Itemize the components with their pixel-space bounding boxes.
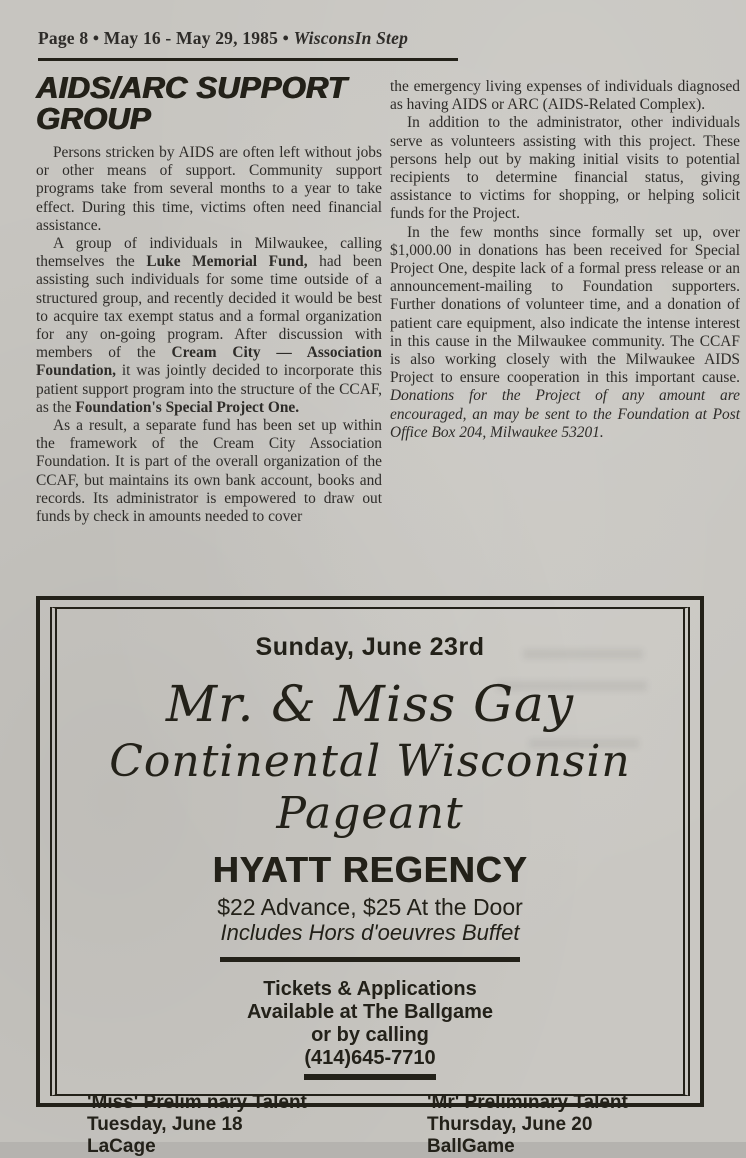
mr-prelim-date: Thursday, June 20 (427, 1114, 593, 1135)
ad-tickets-line1: Tickets & Applications (263, 978, 477, 1000)
pageant-ad-inner-frame (50, 607, 690, 1157)
ad-price-line: $22 Advance, $25 At the Door (217, 894, 523, 920)
miss-prelim-date: Tuesday, June 18 (87, 1114, 243, 1135)
mr-prelim-info (427, 1092, 683, 1158)
ad-venue: HYATT REGENCY (212, 849, 528, 890)
ad-divider-rule (220, 957, 520, 962)
article-right-column (390, 78, 740, 442)
text-run: had been assisting such individuals for some time outside of a structured group, and recently decided it would be best to acquire tax exempt status and a formal organization for any on-going program. After discussion with members of the (36, 253, 382, 362)
ad-date-line: Sunday, June 23rd (255, 633, 485, 661)
text-run: Page 8 • May 16 - May 29, 1985 • (38, 28, 294, 48)
article-paragraph (36, 417, 382, 526)
mr-prelim-venue: BallGame (427, 1136, 515, 1157)
text-run: the emergency living expenses of individuals diagnosed as having AIDS or ARC (AIDS-Related Complex). (390, 78, 740, 114)
header-rule (38, 58, 458, 61)
text-run: Persons stricken by AIDS are often left without jobs or other means of support. Community support programs take from several months to a year to take effect. During this time, victims often need financial assistance. (36, 144, 382, 234)
article-paragraph (390, 78, 740, 114)
ad-title-script-line2: Continental Wisconsin Pageant (109, 736, 631, 839)
article-paragraph (36, 235, 382, 417)
text-run: Donations for the Project of any amount are encouraged, an may be sent to the Foundation at Post Office Box 204, Milwaukee 53201. (390, 387, 740, 441)
article-left-paragraphs (36, 144, 382, 526)
miss-prelim-venue: LaCage (87, 1136, 156, 1157)
text-run: In addition to the administrator, other individuals serve as volunteers assisting with this project. These persons help out by making initial visits to potential recipients to determine financial status, giving assistance to victims for shopping, or helping solicit funds for the Project. (390, 114, 740, 223)
ad-tickets-line3: or by calling (311, 1024, 429, 1046)
ad-phone-underline (304, 1074, 436, 1080)
text-run: A group of individuals in Milwaukee, calling themselves the (36, 235, 382, 271)
ad-tickets-line2: Available at The Ballgame (246, 1001, 493, 1023)
article-paragraph (390, 224, 740, 442)
article-headline (36, 72, 382, 134)
ad-buffet-line: Includes Hors d'oeuvres Buffet (220, 920, 520, 945)
text-run: Foundation's Special Project One. (75, 398, 300, 416)
ad-phone-number: (414)645-7710 (304, 1047, 436, 1069)
text-run: Luke Memorial Fund, (146, 253, 308, 271)
miss-prelim-info (87, 1092, 427, 1158)
text-run: WisconsIn Step (293, 28, 409, 48)
article-paragraph (390, 114, 740, 223)
article-paragraph (36, 144, 382, 235)
pageant-ad (36, 596, 704, 1157)
mr-prelim-title: 'Mr' Preliminary Talent (427, 1092, 628, 1113)
text-run: As a result, a separate fund has been set up within the framework of the Cream City Association Foundation. It is part of the overall organization of the CCAF, but maintains its own bank account, books and records. Its administrator is empowered to draw out funds by check in amounts needed to cover (36, 417, 382, 526)
article-left-column (36, 72, 382, 526)
text-run: Cream City — Association Foundation, (36, 344, 382, 380)
headline-line-1: AIDS/ARC SUPPORT (36, 70, 347, 105)
text-run: In the few months since formally set up, over $1,000.00 in donations has been received for Special Project One, despite lack of a formal press release or an announcement-mailing to Foundation supporters. Further donations of volunteer time, and a donation of patient care equipment, also indicate the intense interest in this cause in the Milwaukee community. The CCAF is also working closely with the Milwaukee AIDS Project to ensure cooperation in this important cause. (390, 223, 740, 387)
page-header (38, 28, 408, 49)
ad-prelim-section (57, 1092, 683, 1158)
ad-title-script-line1: Mr. & Miss Gay (165, 675, 575, 733)
miss-prelim-title: 'Miss' Prelim nary Talent (87, 1092, 307, 1113)
text-run: it was jointly decided to incorporate this patient support program into the structure of the CCAF, as the (36, 362, 382, 416)
headline-line-2: GROUP (36, 101, 151, 136)
